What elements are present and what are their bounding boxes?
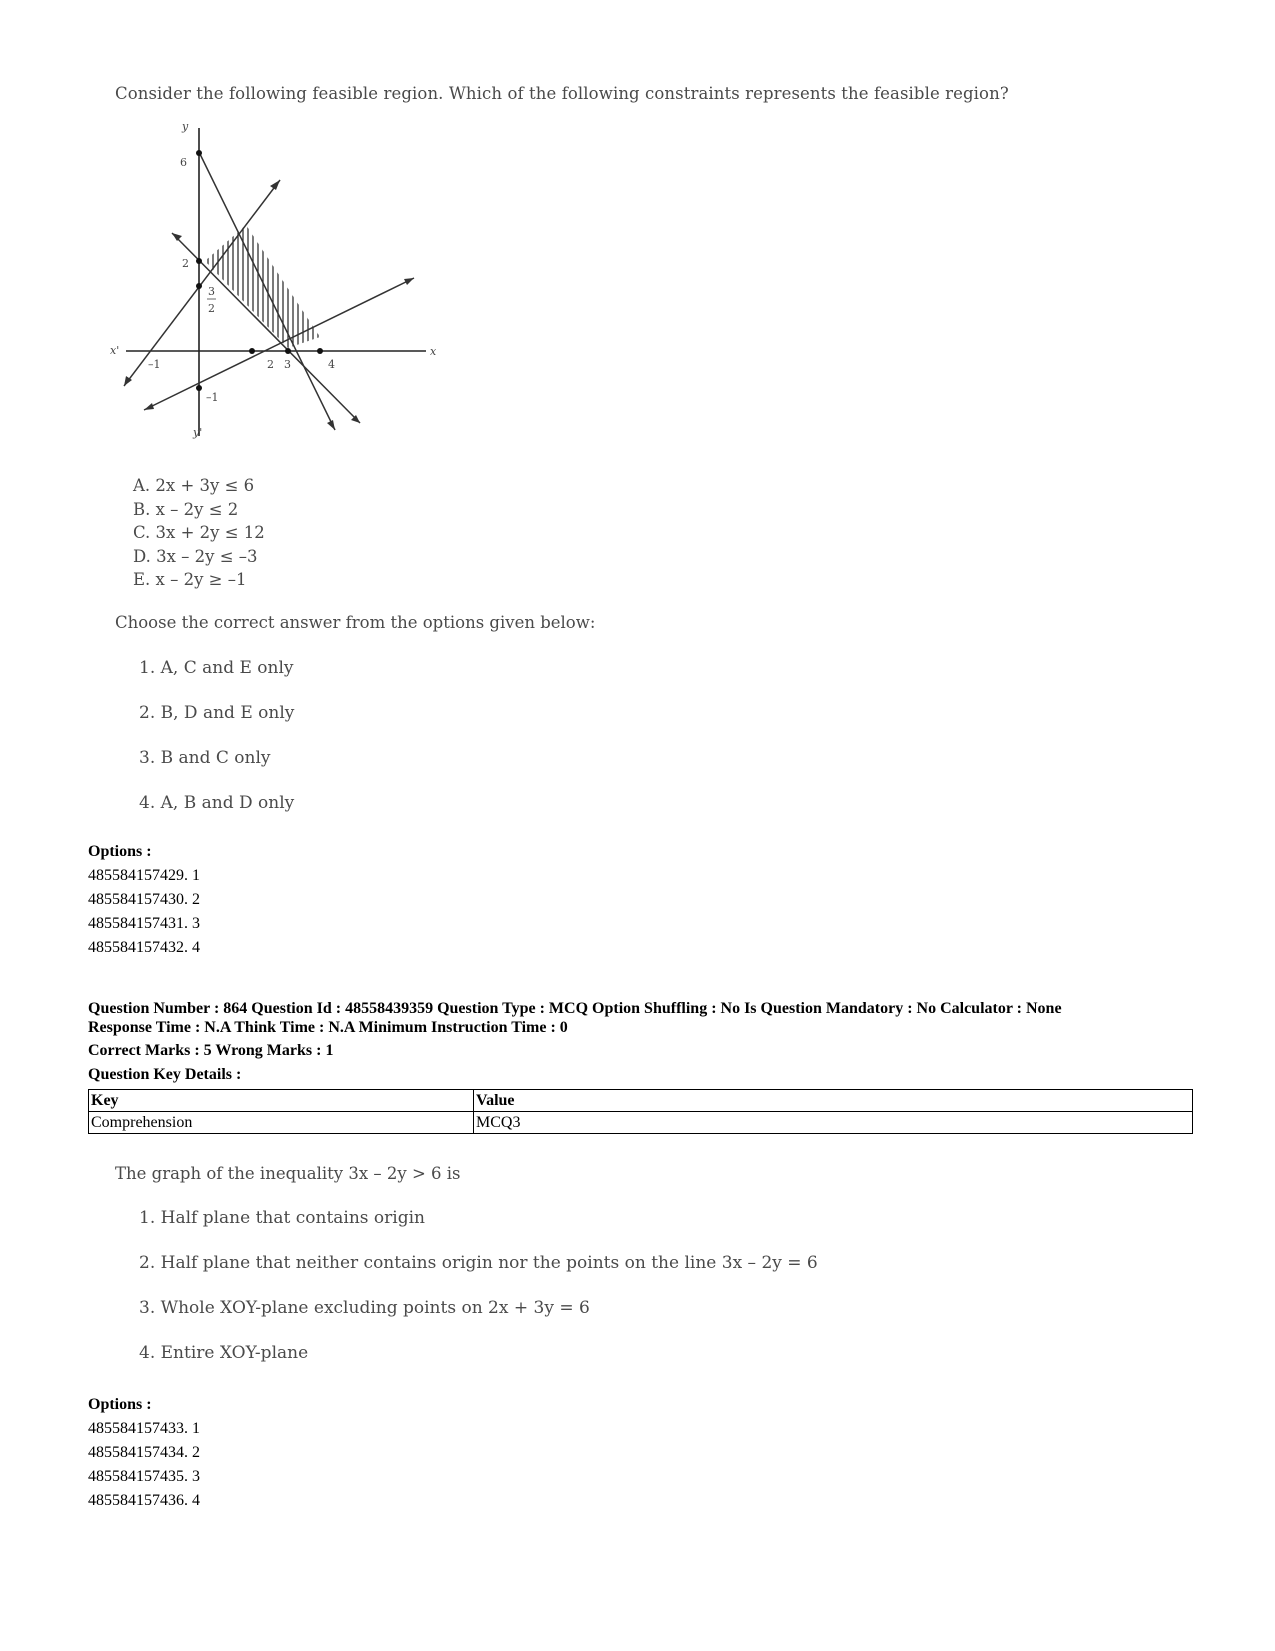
y-tick-3-2-numerator: 3 [208, 285, 215, 298]
feasible-region-graph [108, 118, 468, 463]
table-row [89, 1112, 1193, 1134]
choose-instruction: Choose the correct answer from the options given below: [115, 613, 596, 632]
table-header-key: Key [89, 1090, 474, 1112]
statement-a: A. 2x + 3y ≤ 6 [133, 476, 255, 495]
question-info-line-1: Question Number : 864 Question Id : 48558439359 Question Type : MCQ Option Shuffling : No Is Question Mandatory : No Calculator : None [88, 1000, 1062, 1017]
option-item: 485584157436. 4 [88, 1492, 200, 1509]
table-cell-value: MCQ3 [474, 1112, 1193, 1134]
y-tick-6: 6 [180, 156, 187, 169]
option-item: 485584157432. 4 [88, 939, 200, 956]
question-2-info [88, 1000, 1188, 1084]
x-tick-2: 2 [267, 358, 274, 371]
y-tick-2: 2 [182, 257, 189, 270]
question-2-choice-4: 4. Entire XOY-plane [139, 1343, 309, 1363]
option-item: 485584157433. 1 [88, 1420, 200, 1437]
question-1-choice-3: 3. B and C only [139, 748, 271, 768]
option-item: 485584157429. 1 [88, 867, 200, 884]
option-item: 485584157434. 2 [88, 1444, 200, 1461]
question-1-choice-4: 4. A, B and D only [139, 793, 295, 813]
line-3x-plus-2y-12 [199, 152, 335, 430]
feasible-region-hatch [208, 208, 318, 368]
y-axis-label: y [182, 120, 189, 133]
option-item: 485584157431. 3 [88, 915, 200, 932]
constraint-statements [133, 474, 1275, 592]
option-item: 485584157435. 3 [88, 1468, 200, 1485]
marks-line: Correct Marks : 5 Wrong Marks : 1 [88, 1042, 334, 1059]
question-2-prompt: The graph of the inequality 3x – 2y > 6 is [115, 1164, 461, 1183]
x-tick-3: 3 [284, 358, 291, 371]
y-tick-3-2-denominator: 2 [208, 302, 215, 315]
question-2-choice-1: 1. Half plane that contains origin [139, 1208, 425, 1228]
question-1-choice-1: 1. A, C and E only [139, 658, 294, 678]
question-2-choice-3: 3. Whole XOY-plane excluding points on 2x + 3y = 6 [139, 1298, 590, 1318]
question-2-choice-2: 2. Half plane that neither contains origin nor the points on the line 3x – 2y = 6 [139, 1253, 818, 1273]
table-header-value: Value [474, 1090, 1193, 1112]
options-label: Options : [88, 843, 152, 860]
table-header-row [89, 1090, 1193, 1112]
line-x-minus-2y-2 [144, 278, 414, 410]
question-key-table [88, 1089, 1193, 1134]
key-details-label: Question Key Details : [88, 1065, 242, 1083]
statement-b: B. x – 2y ≤ 2 [133, 499, 239, 519]
question-1-choice-2: 2. B, D and E only [139, 703, 295, 723]
question-1-prompt: Consider the following feasible region. Which of the following constraints represents the feasible region? [115, 84, 1009, 103]
option-item: 485584157430. 2 [88, 891, 200, 908]
x-axis-label: x [430, 345, 437, 358]
options-label: Options : [88, 1396, 152, 1413]
y-neg-axis-label: y' [193, 426, 203, 439]
question-1-options [88, 840, 200, 960]
y-tick-neg1: –1 [206, 391, 219, 404]
x-tick-neg1: –1 [148, 358, 161, 371]
statement-d: D. 3x – 2y ≤ –3 [133, 546, 258, 566]
question-info-line-2: Response Time : N.A Think Time : N.A Minimum Instruction Time : 0 [88, 1018, 568, 1036]
question-2-options [88, 1393, 200, 1513]
x-neg-axis-label: x' [110, 344, 120, 357]
statement-e: E. x – 2y ≥ –1 [133, 570, 247, 589]
statement-c: C. 3x + 2y ≤ 12 [133, 523, 265, 542]
x-tick-4: 4 [328, 358, 335, 371]
table-cell-key: Comprehension [89, 1112, 474, 1134]
